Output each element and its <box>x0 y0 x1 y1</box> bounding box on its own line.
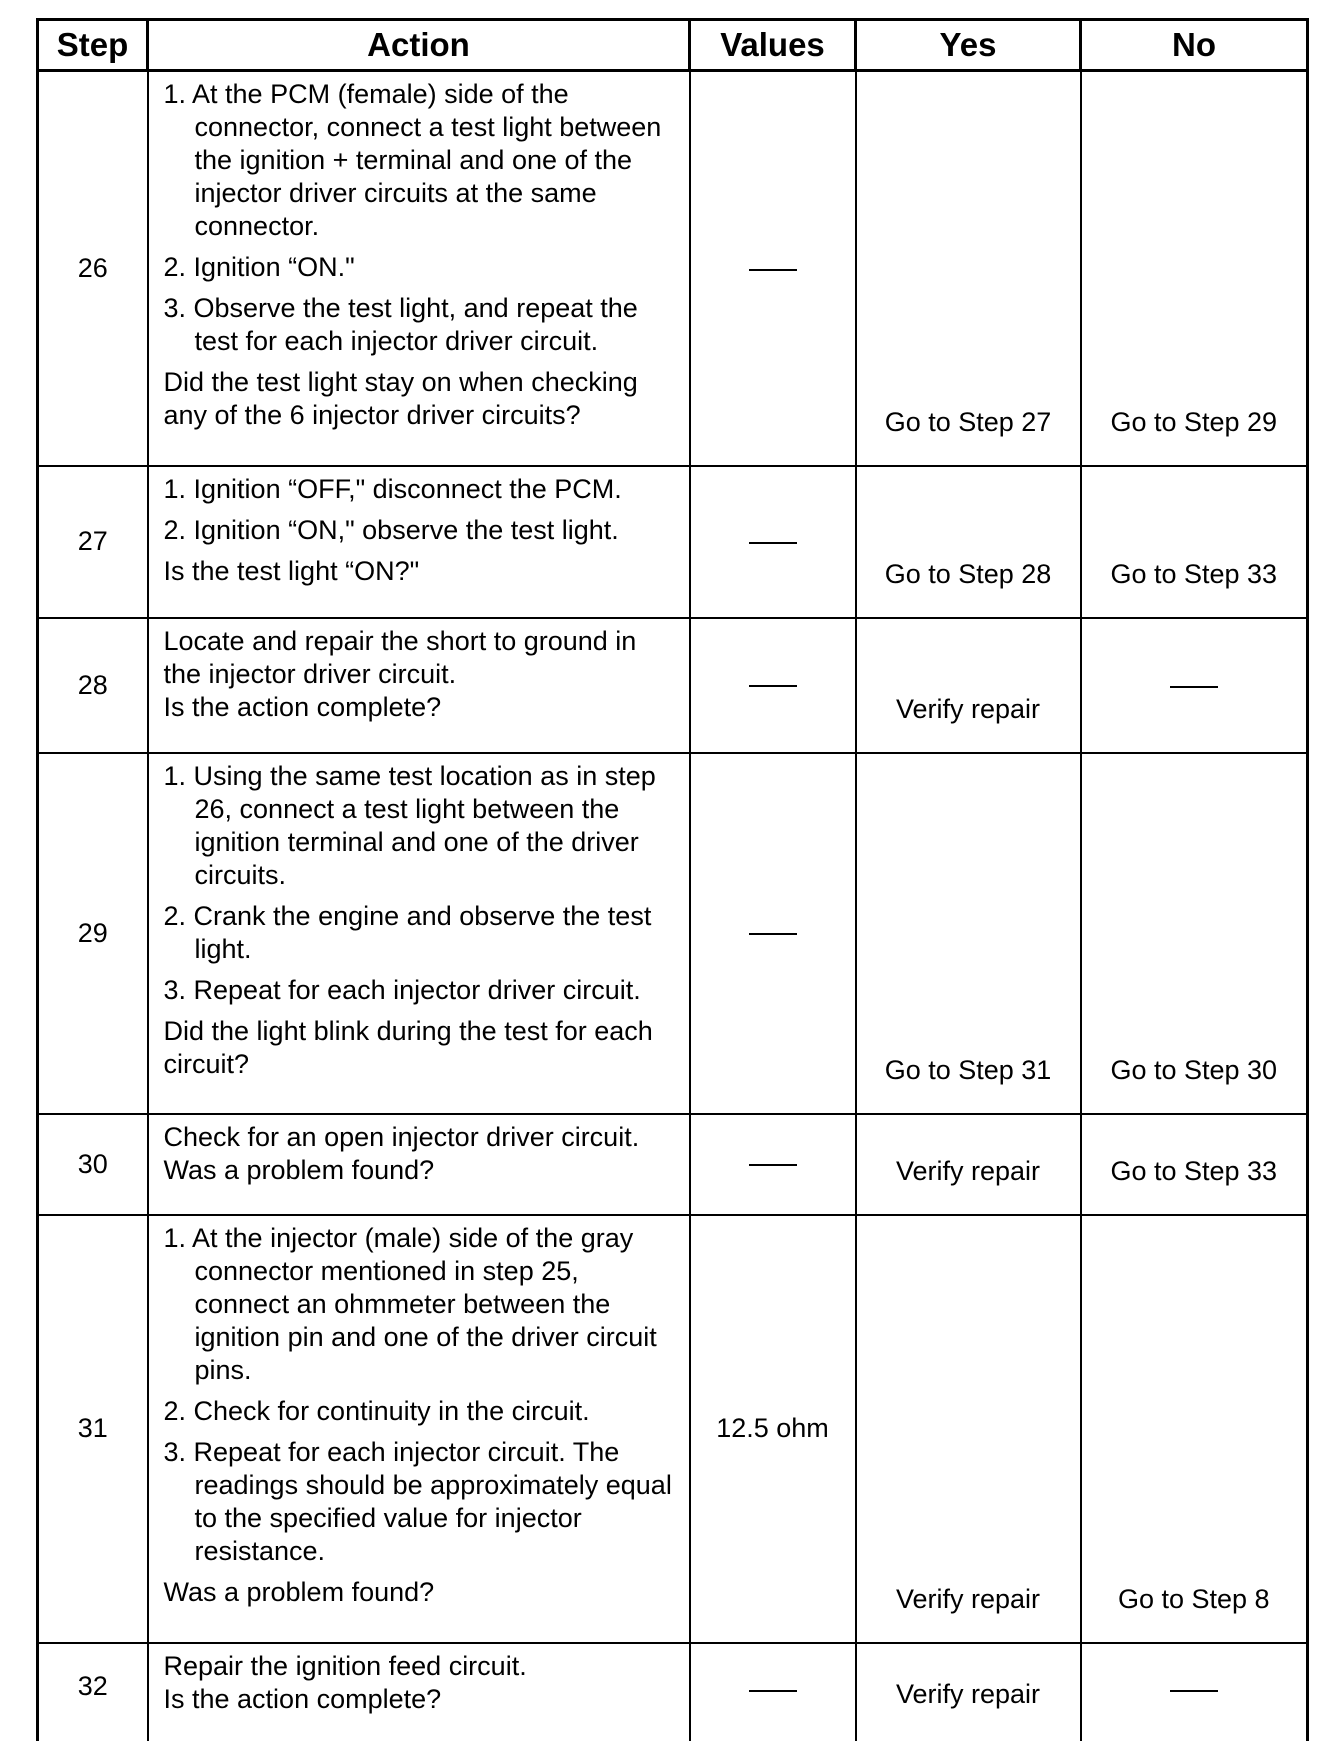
dash-mark <box>749 269 797 271</box>
dash-mark <box>749 1690 797 1692</box>
no-cell <box>1081 618 1308 753</box>
step-number: 29 <box>38 753 148 1114</box>
step-number: 26 <box>38 71 148 466</box>
value-cell <box>690 71 856 466</box>
table-row <box>38 753 1308 1114</box>
action-item: 3. Observe the test light, and repeat the test for each injector driver circuit. <box>163 293 638 356</box>
action-item: 3. Repeat for each injector driver circuit. <box>163 974 641 1005</box>
table-row <box>38 1643 1308 1741</box>
dash-mark <box>749 685 797 687</box>
action-item: 2. Ignition “ON," observe the test light. <box>163 514 619 545</box>
yes-cell: Go to Step 28 <box>856 466 1081 618</box>
action-cell <box>148 618 690 753</box>
action-text: Repair the ignition feed circuit. <box>163 1650 527 1681</box>
action-item: 2. Crank the engine and observe the test light. <box>163 900 652 964</box>
step-number: 28 <box>38 618 148 753</box>
value-cell: 12.5 ohm <box>690 1215 856 1643</box>
action-question: Was a problem found? <box>163 1154 435 1185</box>
table-row <box>38 71 1308 466</box>
no-cell: Go to Step 30 <box>1081 753 1308 1114</box>
header-step: Step <box>38 20 148 71</box>
value-cell <box>690 1114 856 1215</box>
action-question: Is the test light “ON?" <box>163 555 420 586</box>
no-cell: Go to Step 29 <box>1081 71 1308 466</box>
value-cell <box>690 466 856 618</box>
dash-mark <box>749 542 797 544</box>
action-item: 3. Repeat for each injector circuit. The readings should be approximately equal to the specified value for injector resistance. <box>163 1436 672 1566</box>
no-cell: Go to Step 8 <box>1081 1215 1308 1643</box>
header-values: Values <box>690 20 856 71</box>
value-cell <box>690 1643 856 1741</box>
dash-mark <box>1170 686 1218 688</box>
value-cell <box>690 618 856 753</box>
table-row <box>38 1114 1308 1215</box>
action-cell <box>148 1215 690 1643</box>
action-item: 2. Ignition “ON." <box>163 252 355 282</box>
yes-cell: Go to Step 31 <box>856 753 1081 1114</box>
action-question: Did the test light stay on when checking any of the 6 injector driver circuits? <box>163 367 638 430</box>
yes-cell: Verify repair <box>856 1114 1081 1215</box>
diagnostic-table-container <box>36 18 1306 1741</box>
yes-cell: Verify repair <box>856 1643 1081 1741</box>
action-item: 1. At the PCM (female) side of the connector, connect a test light between the ignition + terminal and one of the injector driver circuits at the same connector. <box>163 79 662 241</box>
header-no: No <box>1081 20 1308 71</box>
table-row <box>38 1215 1308 1643</box>
yes-cell: Verify repair <box>856 618 1081 753</box>
header-action: Action <box>148 20 690 71</box>
dash-mark <box>1170 1690 1218 1692</box>
header-yes: Yes <box>856 20 1081 71</box>
step-number: 32 <box>38 1643 148 1741</box>
action-item: 2. Check for continuity in the circuit. <box>163 1395 590 1426</box>
action-cell <box>148 71 690 466</box>
step-number: 30 <box>38 1114 148 1215</box>
action-cell <box>148 1114 690 1215</box>
action-cell <box>148 753 690 1114</box>
action-question: Is the action complete? <box>163 691 442 722</box>
action-item: 1. Ignition “OFF," disconnect the PCM. <box>163 473 622 504</box>
table-row <box>38 618 1308 753</box>
value-cell <box>690 753 856 1114</box>
action-cell <box>148 466 690 618</box>
action-question: Was a problem found? <box>163 1576 435 1607</box>
action-item: 1. Using the same test location as in step 26, connect a test light between the ignition terminal and one of the driver circuits. <box>163 760 656 890</box>
dash-mark <box>749 933 797 935</box>
step-number: 27 <box>38 466 148 618</box>
action-cell <box>148 1643 690 1741</box>
dash-mark <box>749 1164 797 1166</box>
action-question: Did the light blink during the test for each circuit? <box>163 1015 653 1079</box>
step-number: 31 <box>38 1215 148 1643</box>
no-cell: Go to Step 33 <box>1081 466 1308 618</box>
no-cell: Go to Step 33 <box>1081 1114 1308 1215</box>
action-text: Locate and repair the short to ground in the injector driver circuit. <box>163 625 637 689</box>
diagnostic-table <box>36 18 1309 1741</box>
yes-cell: Go to Step 27 <box>856 71 1081 466</box>
action-question: Is the action complete? <box>163 1683 442 1714</box>
header-row <box>38 20 1308 71</box>
action-item: 1. At the injector (male) side of the gray connector mentioned in step 25, connect an ohmmeter between the ignition pin and one of the driver circuit pins. <box>163 1222 657 1385</box>
yes-cell: Verify repair <box>856 1215 1081 1643</box>
table-row <box>38 466 1308 618</box>
action-text: Check for an open injector driver circuit. <box>163 1121 640 1152</box>
no-cell <box>1081 1643 1308 1741</box>
